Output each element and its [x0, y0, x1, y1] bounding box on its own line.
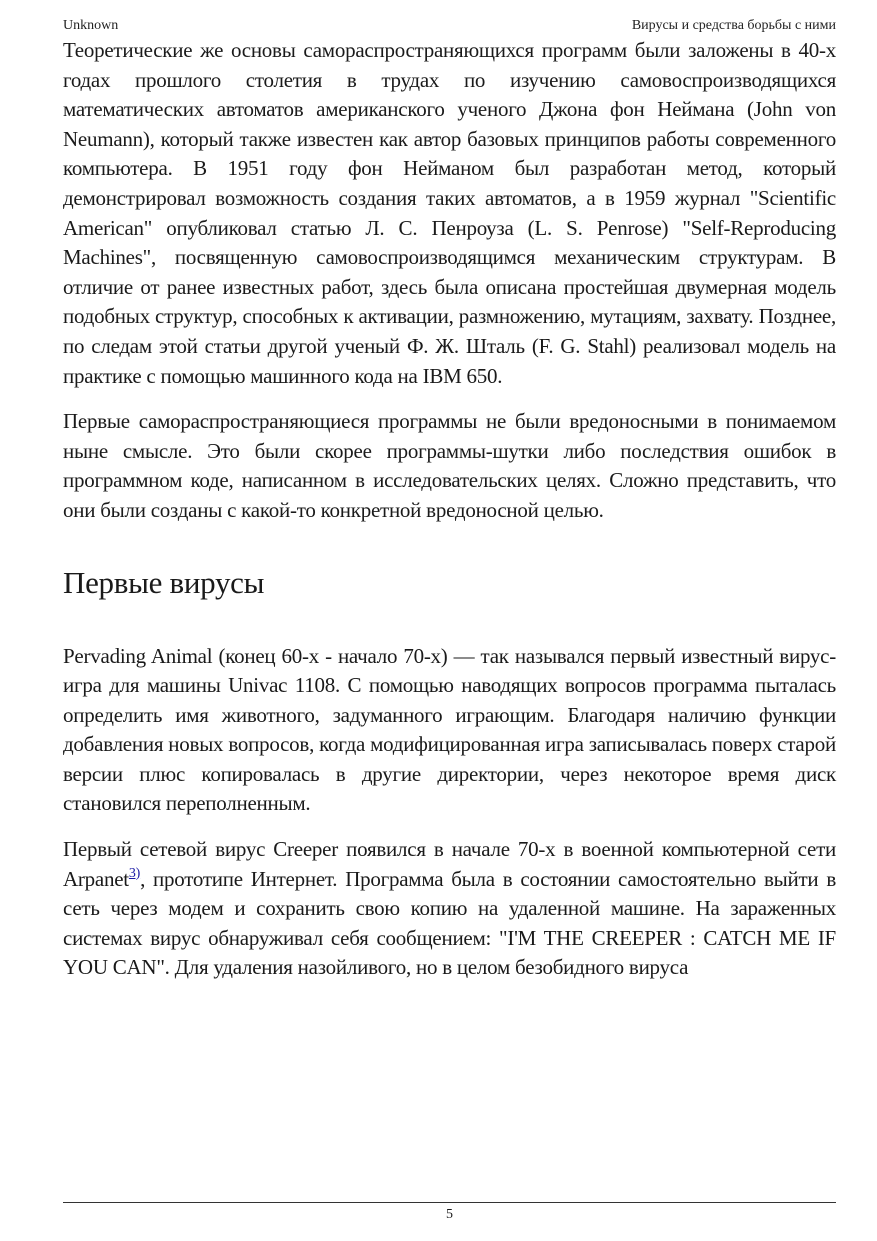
footer-divider — [63, 1202, 836, 1203]
creeper-text-start: Первый сетевой вирус Creeper появился в начале 70-х в военной компьютерной сети Arpanet — [63, 837, 836, 891]
footnote-ref — [129, 866, 140, 881]
document-page — [63, 0, 836, 1241]
paragraph-pervading-animal: Pervading Animal (конец 60-х - начало 70-х) — так назывался первый известный вирус-игра для машины Univac 1108. С помощью наводящих вопросов программа пыталась определить имя животного, задуманного играющим. Благодаря наличию функции добавления новых вопросов, когда модифицированная игра записывалась поверх старой версии плюс копировалась в другие директории, через некоторое время диск становился переполненным. — [63, 643, 836, 816]
section-heading: Первые вирусы — [63, 564, 265, 600]
paragraph-creeper — [63, 835, 836, 983]
page-number: 5 — [446, 1207, 453, 1222]
footnote-link[interactable]: 3) — [128, 865, 141, 881]
page-content — [63, 36, 836, 983]
creeper-text-end: , прототипе Интернет. Программа была в состоянии самостоятельно выйти в сеть через модем и сохранить свою копию на удаленной машине. На зараженных системах вирус обнаруживал себя сообщением: "I'M THE CREEPER : CATCH ME IF YOU CAN". Для удаления назойливого, но в целом безобидного вируса — [63, 866, 836, 980]
paragraph-early-programs: Первые самораспространяющиеся программы не были вредоносными в понимаемом ныне смысле. Это были скорее программы-шутки либо последствия ошибок в программном коде, написанном в исследовательских целях. Сложно представить, что они были созданы с какой-то конкретной вредоносной целью. — [63, 409, 836, 522]
header-author: Unknown — [63, 18, 119, 33]
paragraph-von-neumann: Теоретические же основы самораспространяющихся программ были заложены в 40-х годах прошлого столетия в трудах по изучению самовоспроизводящихся математических автоматов американского ученого Джона фон Неймана (John von Neumann), который также известен как автор базовых принципов работы современного компьютера. В 1951 году фон Нейманом был разработан метод, который демонстрировал возможность создания таких автоматов, а в 1959 журнал "Scientific American" опубликовал статью Л. С. Пенроуза (L. S. Penrose) "Self-Reproducing Machines", посвященную самовоспроизводящимся механическим структурам. В отличие от ранее известных работ, здесь была описана простейшая двумерная модель подобных структур, способных к активации, размножению, мутациям, захвату. Позднее, по следам этой статьи другой ученый Ф. Ж. Шталь (F. G. Stahl) реализовал модель на практике с помощью машинного кода на IBM 650. — [63, 38, 836, 388]
header-title: Вирусы и средства борьбы с ними — [631, 18, 836, 33]
